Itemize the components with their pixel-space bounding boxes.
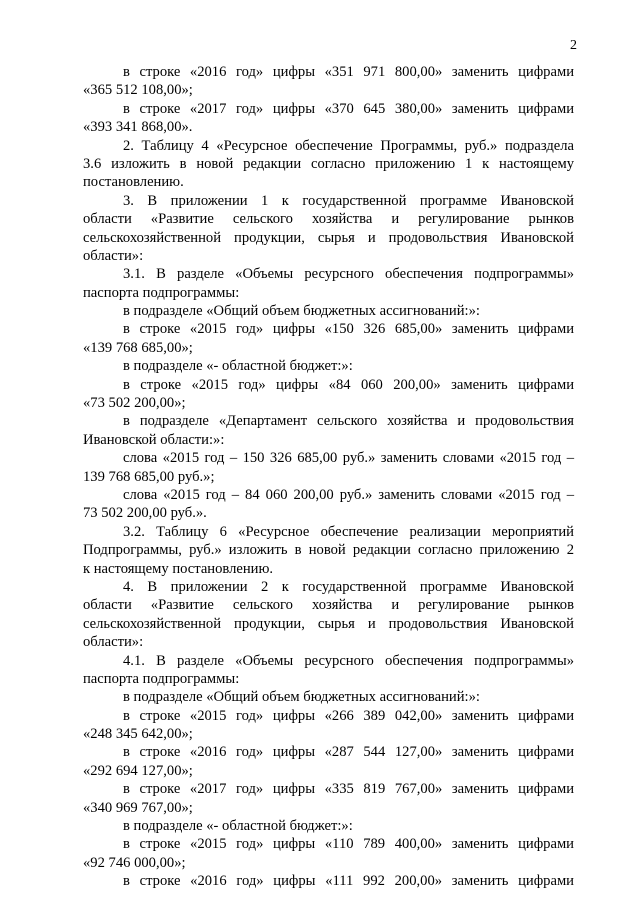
paragraph <box>83 817 574 835</box>
text-line: 4.1. В разделе «Объемы ресурсного обеспечения подпрограммы» <box>123 652 574 669</box>
paragraph <box>83 523 574 578</box>
paragraph <box>83 412 574 449</box>
text-line: в строке «2015 год» цифры «266 389 042,00» заменить цифрами <box>123 707 574 724</box>
paragraph <box>83 265 574 302</box>
paragraph <box>83 835 574 872</box>
text-line: 3.1. В разделе «Объемы ресурсного обеспечения подпрограммы» <box>123 266 574 283</box>
paragraph <box>83 63 574 100</box>
text-line: в строке «2016 год» цифры «111 992 200,00» заменить цифрами <box>123 873 574 890</box>
paragraph <box>83 872 574 890</box>
text-line: 3.2. Таблицу 6 «Ресурсное обеспечение реализации мероприятий <box>123 523 574 540</box>
paragraph <box>83 357 574 375</box>
paragraph <box>83 707 574 744</box>
text-line: паспорта подпрограммы: <box>83 670 240 687</box>
text-line: «248 345 642,00»; <box>83 726 193 743</box>
paragraph <box>83 780 574 817</box>
text-line: области «Развитие сельского хозяйства и регулирование рынков <box>83 597 574 614</box>
text-line: в строке «2015 год» цифры «84 060 200,00» заменить цифрами <box>123 376 574 393</box>
paragraph <box>83 743 574 780</box>
text-line: к настоящему постановлению. <box>83 560 274 577</box>
text-line: области»: <box>83 247 144 264</box>
text-line: «73 502 200,00»; <box>83 395 186 412</box>
text-line: паспорта подпрограммы: <box>83 284 240 301</box>
text-line: области»: <box>83 634 144 651</box>
text-line: 3. В приложении 1 к государственной программе Ивановской <box>123 192 574 209</box>
text-line: «365 512 108,00»; <box>83 82 193 99</box>
text-line: 2. Таблицу 4 «Ресурсное обеспечение Программы, руб.» подраздела <box>123 137 574 154</box>
text-line: 139 768 685,00 руб.»; <box>83 468 215 485</box>
text-line: в подразделе «Общий объем бюджетных ассигнований:»: <box>123 303 480 320</box>
text-line: сельскохозяйственной продукции, сырья и продовольствия Ивановской <box>83 615 574 632</box>
paragraph <box>83 302 574 320</box>
paragraph <box>83 320 574 357</box>
paragraph <box>83 486 574 523</box>
text-line: в строке «2017 год» цифры «335 819 767,00» заменить цифрами <box>123 781 574 798</box>
paragraph <box>83 137 574 192</box>
text-line: слова «2015 год – 150 326 685,00 руб.» заменить словами «2015 год – <box>123 450 574 467</box>
text-line: в строке «2017 год» цифры «370 645 380,00» заменить цифрами <box>123 100 574 117</box>
paragraph <box>83 192 574 266</box>
text-line: в подразделе «Департамент сельского хозяйства и продовольствия <box>123 413 574 430</box>
text-line: в строке «2015 год» цифры «150 326 685,00» заменить цифрами <box>123 321 574 338</box>
paragraph <box>83 100 574 137</box>
paragraph <box>83 688 574 706</box>
paragraph <box>83 578 574 652</box>
text-line: 3.6 изложить в новой редакции согласно приложению 1 к настоящему <box>83 155 574 172</box>
text-line: постановлению. <box>83 174 184 191</box>
text-line: сельскохозяйственной продукции, сырья и продовольствия Ивановской <box>83 229 574 246</box>
text-line: в подразделе «- областной бюджет:»: <box>123 358 353 375</box>
text-line: области «Развитие сельского хозяйства и регулирование рынков <box>83 211 574 228</box>
text-line: в строке «2016 год» цифры «351 971 800,00» заменить цифрами <box>123 64 574 80</box>
text-line: «292 694 127,00»; <box>83 762 193 779</box>
text-line: в строке «2016 год» цифры «287 544 127,00» заменить цифрами <box>123 744 574 761</box>
text-line: Ивановской области:»: <box>83 431 225 448</box>
paragraph <box>83 652 574 689</box>
text-line: 73 502 200,00 руб.». <box>83 505 207 522</box>
text-line: «139 768 685,00»; <box>83 339 193 356</box>
text-line: Подпрограммы, руб.» изложить в новой редакции согласно приложению 2 <box>83 542 574 559</box>
paragraph <box>83 449 574 486</box>
page-number: 2 <box>570 38 577 53</box>
text-line: «393 341 868,00». <box>83 119 193 136</box>
text-line: «92 746 000,00»; <box>83 854 186 871</box>
paragraph <box>83 376 574 413</box>
text-line: слова «2015 год – 84 060 200,00 руб.» заменить словами «2015 год – <box>123 486 574 503</box>
document-body <box>83 63 574 891</box>
text-line: в строке «2015 год» цифры «110 789 400,00» заменить цифрами <box>123 836 574 853</box>
text-line: в подразделе «- областной бюджет:»: <box>123 818 353 835</box>
text-line: 4. В приложении 2 к государственной программе Ивановской <box>123 578 574 595</box>
text-line: в подразделе «Общий объем бюджетных ассигнований:»: <box>123 689 480 706</box>
text-line: «340 969 767,00»; <box>83 799 193 816</box>
